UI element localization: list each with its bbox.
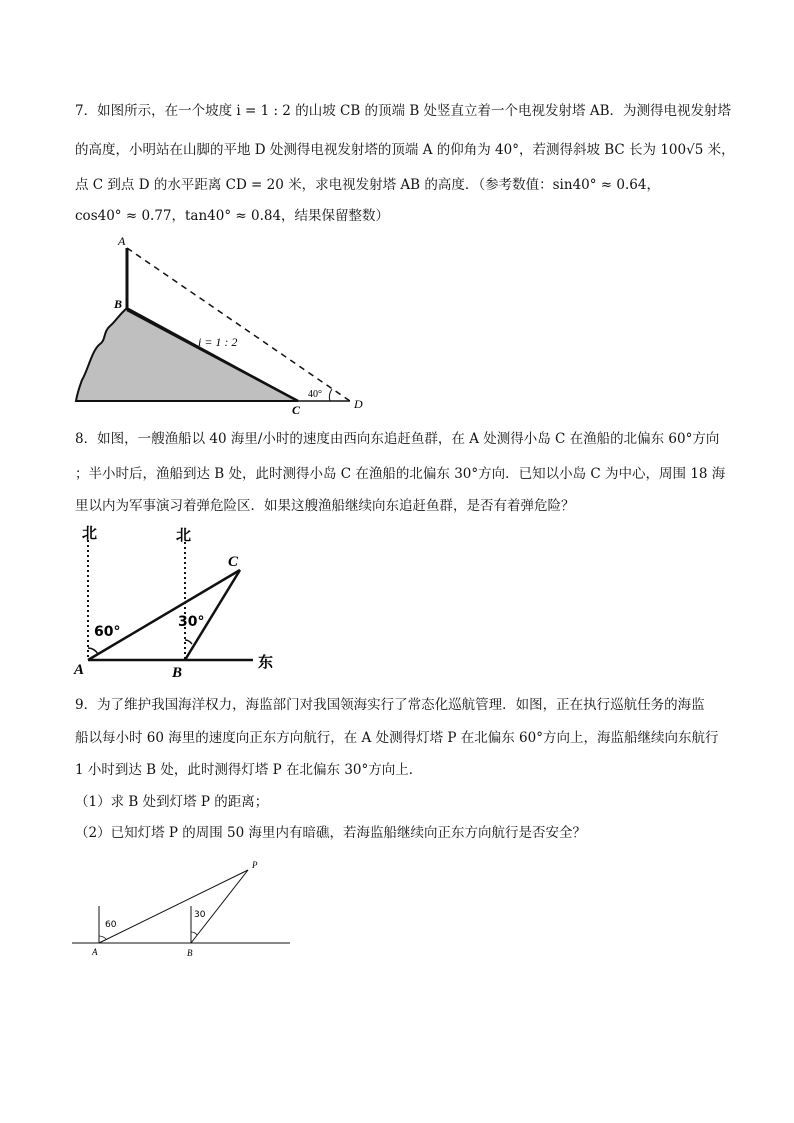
- p8-navigation-figure: [68, 520, 288, 680]
- p9-angle-arc-60: [99, 936, 106, 939]
- p8-label-north-2: 北: [176, 526, 192, 544]
- p7-label-b: B: [114, 297, 123, 311]
- p9-label-a: A: [92, 947, 98, 957]
- p8-line-3: 里以内为军事演习着弹危险区．如果这艘渔船继续向东追赶鱼群，是否有着弹危险？: [75, 498, 575, 514]
- p7-line-2: 的高度，小明站在山脚的平地 D 处测得电视发射塔的顶端 A 的仰角为 40°，若测得斜坡 BC 长为 100√5 米，: [75, 142, 735, 158]
- p7-label-a: A: [118, 234, 126, 248]
- p8-label-c: C: [228, 554, 239, 570]
- p7-label-c: C: [292, 403, 301, 415]
- p7-label-slope: i = 1 : 2: [198, 335, 238, 349]
- p9-line-1: 9．为了维护我国海洋权力，海监部门对我国领海实行了常态化巡航管理．如图，正在执行巡航任务的海监: [75, 697, 705, 713]
- p9-angle-arc-30: [191, 932, 197, 935]
- p7-slope-figure: [70, 230, 370, 415]
- p9-lighthouse-figure: [68, 856, 298, 966]
- p8-label-angle-60: 60°: [94, 624, 121, 640]
- p7-hill-shape: [76, 308, 298, 401]
- p9-segment-bp: [191, 870, 248, 943]
- p9-question-2: （2）已知灯塔 P 的周围 50 海里内有暗礁，若海监船继续向正东方向航行是否安全？: [75, 825, 587, 841]
- p7-line-3: 点 C 到点 D 的水平距离 CD = 20 米，求电视发射塔 AB 的高度．（参考数值：sin40° ≈ 0.64，: [75, 177, 660, 193]
- p8-label-b: B: [172, 665, 183, 680]
- p9-label-b: B: [187, 948, 193, 958]
- p8-label-a: A: [74, 662, 85, 678]
- p9-line-3: 1 小时到达 B 处，此时测得灯塔 P 在北偏东 30°方向上．: [75, 762, 423, 778]
- p8-line-2: ；半小时后，渔船到达 B 处，此时测得小岛 C 在渔船的北偏东 30°方向．已知以小岛 C 为中心，周围 18 海: [75, 466, 726, 482]
- p9-label-p: P: [252, 860, 258, 870]
- p7-line-4: cos40° ≈ 0.77，tan40° ≈ 0.84，结果保留整数）: [75, 208, 390, 224]
- p8-angle-arc-60: [88, 648, 98, 654]
- p9-question-1: （1）求 B 处到灯塔 P 的距离；: [75, 794, 269, 810]
- p9-label-angle-30: 30: [194, 910, 206, 920]
- p8-angle-arc-30: [185, 640, 192, 644]
- p8-label-north-1: 北: [82, 524, 98, 542]
- p8-label-angle-30: 30°: [178, 614, 205, 630]
- p9-line-2: 船以每小时 60 海里的速度向正东方向航行，在 A 处测得灯塔 P 在北偏东 60°方向上，海监船继续向东航行: [75, 730, 719, 746]
- p8-segment-ac: [88, 570, 240, 660]
- p9-label-angle-60: 60: [105, 920, 117, 930]
- p7-angle-arc: [329, 389, 332, 401]
- p7-line-1: 7．如图所示，在一个坡度 i = 1 : 2 的山坡 CB 的顶端 B 处竖直立着一个电视发射塔 AB．为测得电视发射塔: [75, 103, 731, 119]
- p7-label-d: D: [354, 397, 363, 411]
- p8-line-1: 8．如图，一艘渔船以 40 海里/小时的速度由西向东追赶鱼群，在 A 处测得小岛 C 在渔船的北偏东 60°方向: [75, 431, 720, 447]
- p8-label-east: 东: [258, 653, 274, 671]
- p7-label-angle: 40°: [308, 389, 322, 400]
- p9-segment-ap: [99, 870, 248, 943]
